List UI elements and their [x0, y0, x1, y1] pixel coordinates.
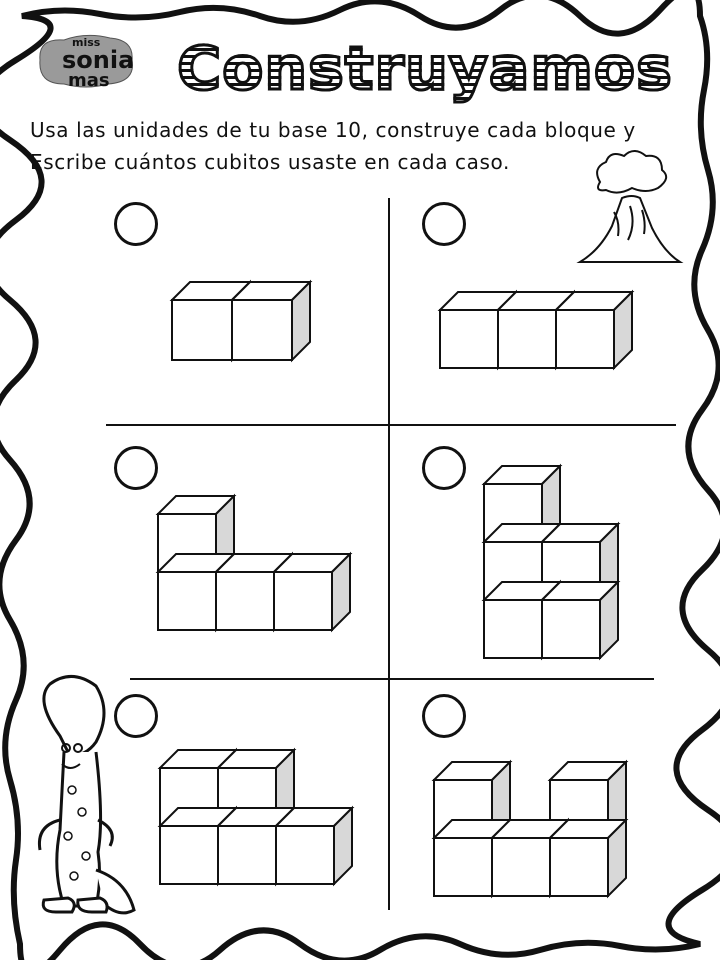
logo-bottom-text: mas	[68, 70, 110, 91]
instruction-line-2: Escribe cuántos cubitos usaste en cada caso.	[30, 150, 510, 174]
logo-top-text: miss	[72, 36, 101, 49]
page-title-text: Construyamos	[177, 34, 673, 104]
cube-fig6-5	[550, 820, 626, 896]
cube-fig1-2	[232, 282, 310, 360]
cube-fig3-4	[274, 554, 350, 630]
instruction-line-1: Usa las unidades de tu base 10, construye cada bloque y	[30, 118, 636, 142]
cube-fig2-3	[556, 292, 632, 368]
logo-main-text: sonia	[62, 46, 135, 74]
cube-fig4-5	[542, 582, 618, 658]
cube-fig5-5	[276, 808, 352, 884]
